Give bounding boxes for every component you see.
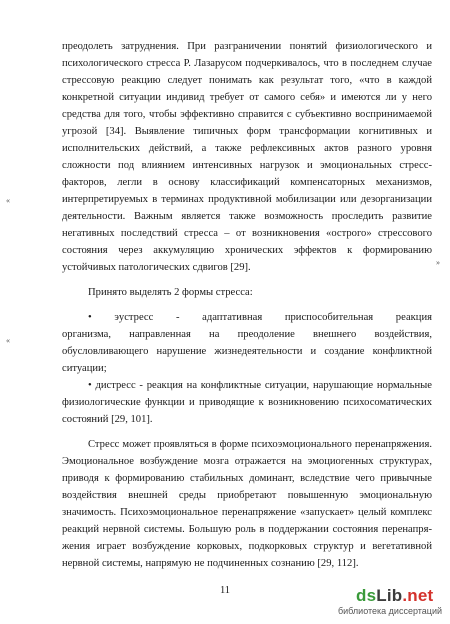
text-line: физиологические функции и приводящие к возникновению психосоматических [62, 397, 432, 408]
margin-mark: » [436, 258, 440, 267]
logo-lib: Lib [376, 586, 403, 605]
text-line: деятельности. Важным является также возможность проследить развитие [62, 211, 432, 222]
text-line: конкретной ситуации индивид требует от самого себя» и имеются ли у него [62, 92, 432, 103]
text-line: средства для того, чтобы эффективно справится с субъективно воспринимаемой [62, 109, 432, 120]
text-line: устойчивых патологических сдвигов [29]. [62, 262, 251, 273]
page-number: 11 [219, 585, 231, 596]
text-line: Принято выделять 2 формы стресса: [88, 287, 253, 298]
text-line: состояний [29, 101]. [62, 414, 153, 425]
text-line: преодолеть затруднения. При разграничении понятий физиологического и [62, 41, 432, 52]
text-line: реакций нервной системы. Большую роль в поддержании состояния перенапря- [62, 524, 432, 535]
watermark[interactable] [326, 586, 442, 618]
text-line: ситуации; [62, 363, 107, 374]
text-line: обусловливающего нарушение жизнедеятельности и создание конфликтной [62, 346, 432, 357]
text-line: интерпретируемых в терминах продуктивной мобилизации или дезорганизации [62, 194, 432, 205]
logo-ds: ds [356, 586, 377, 605]
text-line: Эмоциональное возбуждение мозга отражается на эмоциогенных структурах, [62, 456, 432, 467]
text-line: сложности под влиянием интенсивных нагрузок и эмоциональных стресс- [62, 160, 432, 171]
text-line: нервной системы, напрямую не подчиненных сознанию [29, 112]. [62, 558, 359, 569]
list-item: • эустресс - адаптативная приспособительная реакция [88, 312, 432, 323]
text-line: значимость. Психоэмоциональное перенапряжение «запускает» целый комплекс [62, 507, 432, 518]
margin-mark: « [6, 336, 10, 345]
text-line: негативных последствий стресса – от возникновения «острого» стрессового [62, 228, 432, 239]
text-line: жения играет возбуждение корковых, подкорковых структур и вегетативной [62, 541, 432, 552]
text-line: организма, направленная на преодоление внешнего воздействия, [62, 329, 432, 340]
text-line: воздействия внешней среды приобретают повышенную эмоциональную [62, 490, 432, 501]
text-line: психологического стресса Р. Лазарусом подчеркивалось, что в последнем случае [62, 58, 432, 69]
text-line: угрозой [34]. Выявление типичных форм трансформации когнитивных и [62, 126, 432, 137]
text-line: факторов, легли в основу классификаций компенсаторных механизмов, [62, 177, 432, 188]
watermark-logo[interactable] [356, 586, 433, 606]
text-line: Стресс может проявляться в форме психоэмоционального перенапряжения. [88, 439, 432, 450]
margin-mark: « [6, 196, 10, 205]
text-line: исполнительских действий, а также рефлексивных актов разного уровня [62, 143, 432, 154]
text-line: стрессовую реакцию следует понимать как результат того, «что в каждой [62, 75, 432, 86]
logo-net: .net [402, 586, 434, 605]
watermark-subtitle: библиотека диссертаций [337, 606, 442, 616]
text-line: состояния через аккумуляцию хронических эффектов к формированию [62, 245, 432, 256]
text-line: приводя к формированию стабильных доминант, вследствие чего привычные [62, 473, 432, 484]
list-item: • дистресс - реакция на конфликтные ситуации, нарушающие нормальные [88, 380, 432, 391]
